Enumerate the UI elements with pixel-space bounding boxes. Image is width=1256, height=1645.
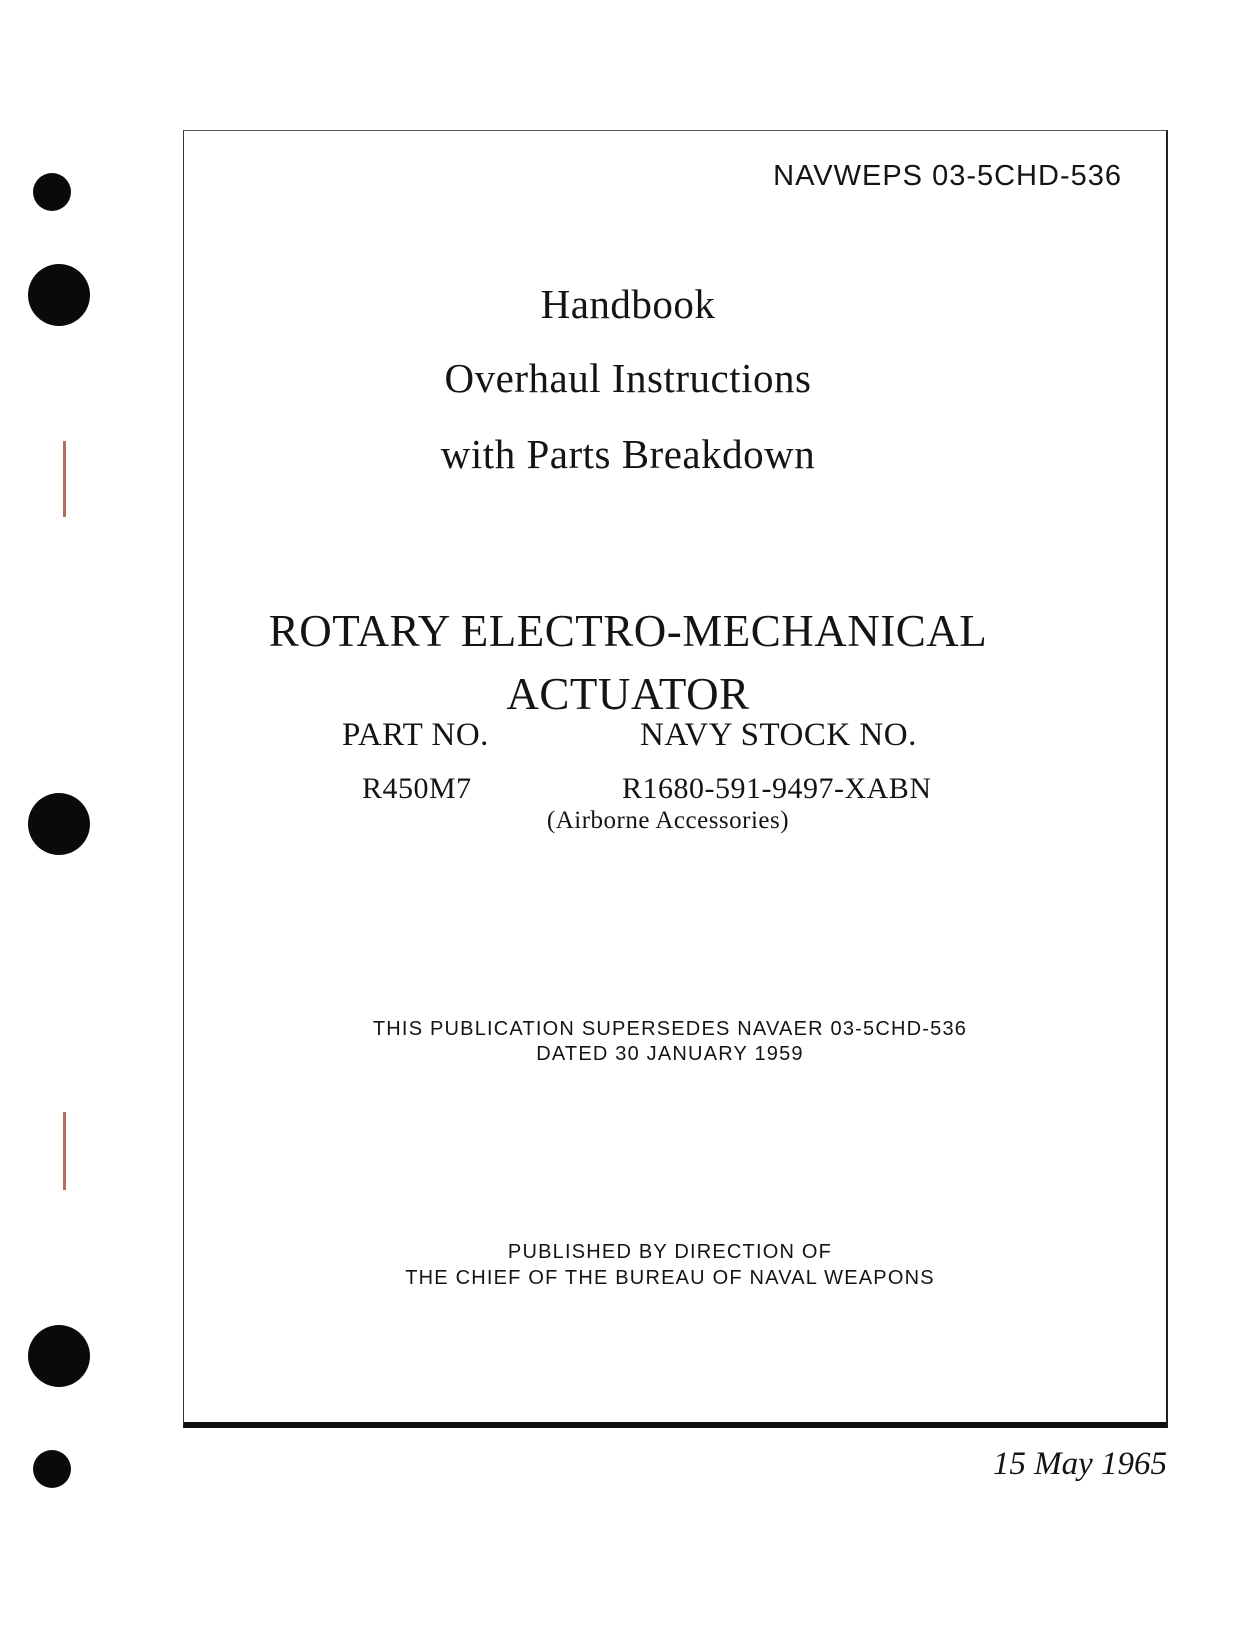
- supersedes-line-1: THIS PUBLICATION SUPERSEDES NAVAER 03-5CHD-536: [372, 1018, 968, 1040]
- title-handbook: Handbook: [540, 281, 716, 327]
- part-no-value: R450M7: [362, 772, 472, 805]
- title-parts-breakdown: with Parts Breakdown: [440, 431, 816, 477]
- binder-hole-5: [33, 1450, 71, 1488]
- subject-line-2: ACTUATOR: [506, 669, 750, 719]
- publication-number: NAVWEPS 03-5CHD-536: [773, 160, 1122, 192]
- margin-mark-2: [63, 1112, 66, 1190]
- published-by-line-1: PUBLISHED BY DIRECTION OF: [507, 1241, 833, 1263]
- publication-date: 15 May 1965: [992, 1446, 1167, 1482]
- published-by-line-2: THE CHIEF OF THE BUREAU OF NAVAL WEAPONS: [405, 1267, 935, 1289]
- stock-no-value: R1680-591-9497-XABN: [622, 772, 932, 805]
- title-overhaul-instructions: Overhaul Instructions: [444, 355, 812, 401]
- manufacturer: (Airborne Accessories): [546, 807, 790, 834]
- part-no-label: PART NO.: [342, 717, 489, 753]
- stock-no-label: NAVY STOCK NO.: [640, 717, 917, 753]
- binder-hole-4: [28, 1325, 90, 1387]
- binder-hole-1: [33, 173, 71, 211]
- supersedes-line-2: DATED 30 JANUARY 1959: [536, 1043, 804, 1065]
- subject-line-1: ROTARY ELECTRO-MECHANICAL: [268, 606, 988, 656]
